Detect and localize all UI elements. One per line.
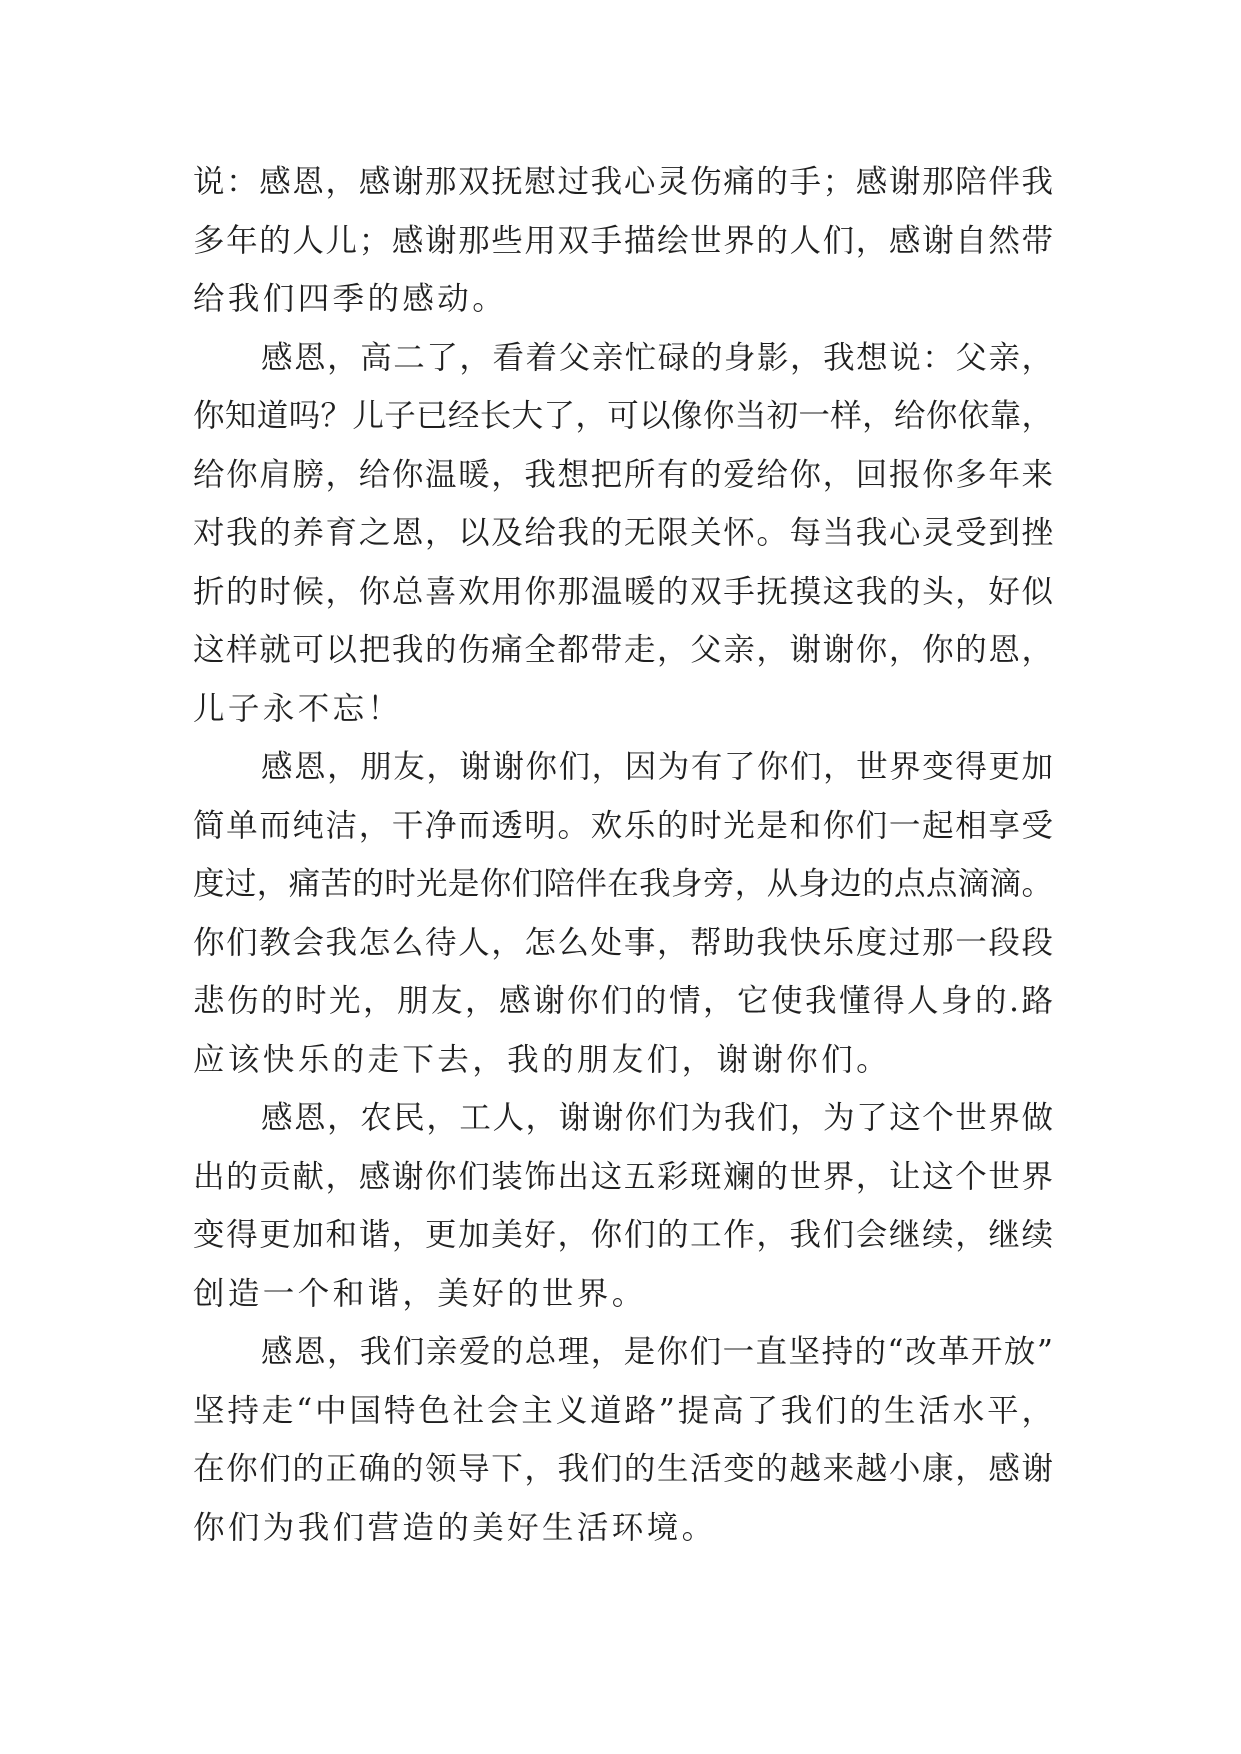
text-line: 折的时候，你总喜欢用你那温暖的双手抚摸这我的头，好似 xyxy=(193,573,1053,610)
text-line: 应该快乐的走下去，我的朋友们，谢谢你们。 xyxy=(193,1041,892,1078)
text-line: 你们为我们营造的美好生活环境。 xyxy=(193,1509,717,1546)
text-line: 对我的养育之恩，以及给我的无限关怀。每当我心灵受到挫 xyxy=(193,515,1053,551)
text-line: 悲伤的时光，朋友，感谢你们的情，它使我懂得人身的.路 xyxy=(193,983,1053,1019)
text-line: 简单而纯洁，干净而透明。欢乐的时光是和你们一起相享受 xyxy=(193,807,1053,844)
text-line: 坚持走“中国特色社会主义道路”提高了我们的生活水平， xyxy=(193,1392,1053,1429)
text-line: 你们教会我怎么待人，怎么处事，帮助我快乐度过那一段段 xyxy=(193,924,1053,961)
text-line: 变得更加和谐，更加美好，你们的工作，我们会继续，继续 xyxy=(193,1217,1053,1253)
paragraph-first-line: 感恩，农民，工人，谢谢你们为我们，为了这个世界做 xyxy=(261,1100,1053,1136)
text-line: 你知道吗？儿子已经长大了，可以像你当初一样，给你依靠， xyxy=(193,398,1053,434)
text-line: 出的贡献，感谢你们装饰出这五彩斑斓的世界，让这个世界 xyxy=(193,1158,1053,1195)
text-line: 度过，痛苦的时光是你们陪伴在我身旁，从身边的点点滴滴。 xyxy=(193,866,1053,902)
paragraph-first-line: 感恩，朋友，谢谢你们，因为有了你们，世界变得更加 xyxy=(261,749,1053,785)
document-body xyxy=(193,153,1053,1557)
paragraph-first-line: 感恩，我们亲爱的总理，是你们一直坚持的“改革开放” xyxy=(261,1334,1053,1370)
text-line: 多年的人儿；感谢那些用双手描绘世界的人们，感谢自然带 xyxy=(193,222,1053,259)
text-line: 儿子永不忘！ xyxy=(193,690,403,727)
text-line: 给你肩膀，给你温暖，我想把所有的爱给你，回报你多年来 xyxy=(193,456,1053,493)
text-line: 这样就可以把我的伤痛全都带走，父亲，谢谢你，你的恩， xyxy=(193,632,1053,668)
text-line: 创造一个和谐，美好的世界。 xyxy=(193,1275,647,1312)
text-line: 说：感恩，感谢那双抚慰过我心灵伤痛的手；感谢那陪伴我 xyxy=(193,164,1053,200)
text-line: 给我们四季的感动。 xyxy=(193,281,508,317)
text-line: 在你们的正确的领导下，我们的生活变的越来越小康，感谢 xyxy=(193,1451,1053,1487)
paragraph-first-line: 感恩，高二了，看着父亲忙碌的身影，我想说：父亲， xyxy=(261,339,1053,376)
